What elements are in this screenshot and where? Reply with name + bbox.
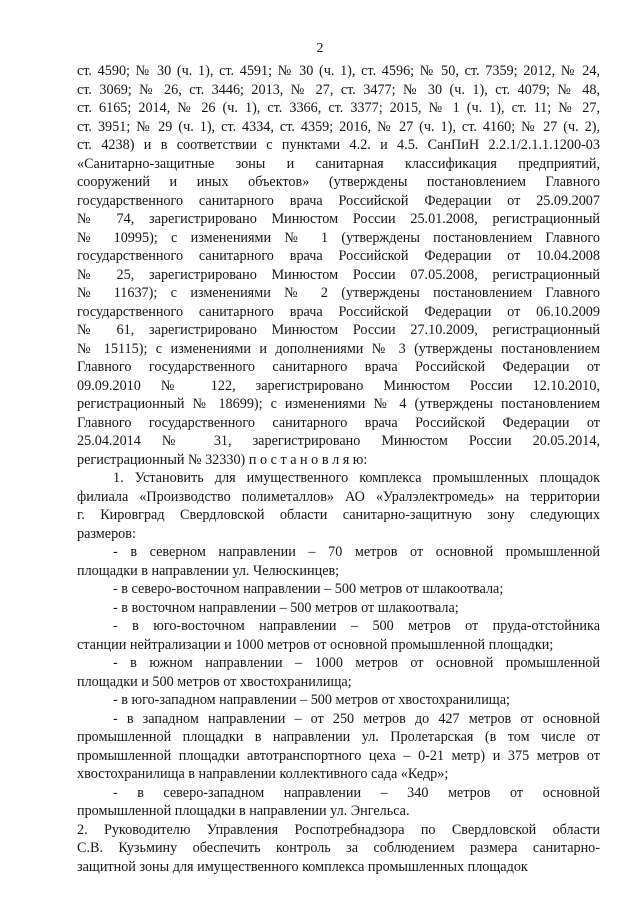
text-line: № 10995); с изменениями № 1 (утверждены постановлением Главного [77,229,600,246]
text-line: ст. 3951; № 29 (ч. 1), ст. 4334, ст. 4359; 2016, № 27 (ч. 1), ст. 4160; № 27 (ч. 2), [77,118,600,135]
text-line: Главного государственного санитарного врача Российской Федерации от [77,414,600,431]
text-line: ст. 6165; 2014, № 26 (ч. 1), ст. 3366, ст. 3377; 2015, № 1 (ч. 1), ст. 11; № 27, [77,100,600,116]
text-line: ст. 3069; № 26, ст. 3446; 2013, № 27, ст. 3477; № 30 (ч. 1), ст. 4079; № 48, [77,81,600,98]
text-line: 09.09.2010 № 122, зарегистрировано Минюстом России 12.10.2010, [77,377,600,394]
text-line: № 15115); с изменениями и дополнениями № 3 (утверждены постановлением [77,340,600,357]
text-line: регистрационный № 32330) п о с т а н о в л я ю: [77,451,368,468]
text-line: площадки и 500 метров от хвостохранилища; [77,673,352,690]
text-line: промышленной площадки в направлении ул. Пролетарская (в том числе от [77,729,600,745]
text-line: - в юго-западном направлении – 500 метров от хвостохранилища; [113,692,510,708]
text-line: защитной зоны для имущественного комплекса промышленных площадок [77,858,528,875]
text-line: 1. Установить для имущественного комплекса промышленных площадок [113,470,600,486]
text-line: № 25, зарегистрировано Минюстом России 07.05.2008, регистрационный [77,266,600,283]
text-line: - в северо-западном направлении – 340 метров от основной [113,784,600,801]
text-line: № 74, зарегистрировано Минюстом России 25.01.2008, регистрационный [77,211,600,227]
page-number: 2 [316,41,324,56]
text-line: филиала «Производство полиметаллов» АО «Уралэлектромедь» на территории [77,488,600,505]
text-line: «Санитарно-защитные зоны и санитарная классификация предприятий, [77,155,600,172]
text-line: станции нейтрализации и 1000 метров от основной промышленной площадки; [77,636,554,653]
text-line: государственного санитарного врача Российской Федерации от 06.10.2009 [77,303,600,320]
text-line: хвостохранилища в направлении коллективного сада «Кедр»; [77,766,449,782]
text-line: ст. 4238) и в соответствии с пунктами 4.2. и 4.5. СанПиН 2.2.1/2.1.1.1200-03 [77,137,600,153]
text-line: Главного государственного санитарного врача Российской Федерации от [77,359,600,375]
document-body [77,62,600,876]
text-line: - в северном направлении – 70 метров от основной промышленной [113,544,600,560]
text-line: г. Кировград Свердловской области санитарно-защитную зону следующих [77,507,600,523]
text-line: промышленной площадки автотранспортного цеха – 0-21 метр) и 375 метров от [77,747,600,764]
text-line: сооружений и иных объектов» (утверждены постановлением Главного [77,174,600,190]
text-line: - в юго-восточном направлении – 500 метров от пруда-отстойника [113,618,600,634]
text-line: размеров: [77,525,136,542]
text-line: ст. 4590; № 30 (ч. 1), ст. 4591; № 30 (ч. 1), ст. 4596; № 50, ст. 7359; 2012, № 24, [77,63,600,79]
text-line: С.В. Кузьмину обеспечить контроль за соблюдением размера санитарно- [77,840,600,856]
text-line: - в западном направлении – от 250 метров до 427 метров от основной [113,710,600,727]
text-line: - в южном направлении – 1000 метров от основной промышленной [113,655,600,671]
text-line: регистрационный № 18699); с изменениями № 4 (утверждены постановлением [77,396,600,412]
text-line: государственного санитарного врача Российской Федерации от 25.09.2007 [77,192,600,209]
text-line: - в восточном направлении – 500 метров от шлакоотвала; [113,599,459,616]
text-line: промышленной площадки в направлении ул. Энгельса. [77,803,410,819]
text-line: 2. Руководителю Управления Роспотребнадзора по Свердловской области [77,821,600,838]
text-line: государственного санитарного врача Российской Федерации от 10.04.2008 [77,248,600,264]
text-line: № 11637); с изменениями № 2 (утверждены постановлением Главного [77,285,600,301]
text-line: 25.04.2014 № 31, зарегистрировано Минюстом России 20.05.2014, [77,433,600,449]
text-line: площадки в направлении ул. Челюскинцев; [77,562,340,579]
text-line: № 61, зарегистрировано Минюстом России 27.10.2009, регистрационный [77,322,600,338]
text-line: - в северо-восточном направлении – 500 метров от шлакоотвала; [113,581,504,597]
